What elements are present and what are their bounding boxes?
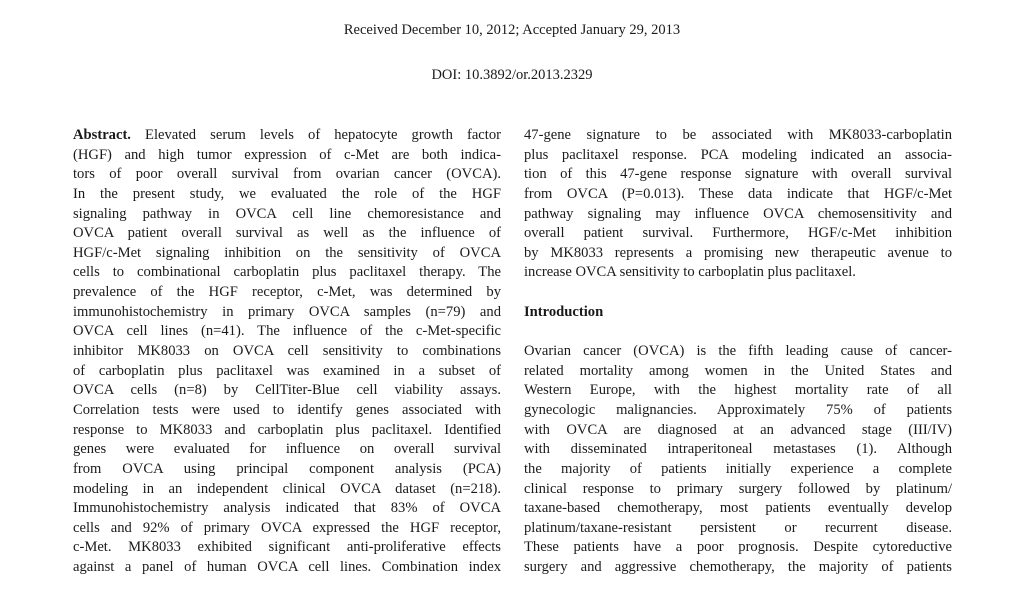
introduction-line: Ovarian cancer (OVCA) is the fifth leading cause of cancer-	[524, 343, 952, 360]
abstract-line: against a panel of human OVCA cell lines. Combination index	[73, 559, 501, 576]
abstract-line: signaling pathway in OVCA cell line chemoresistance and	[73, 205, 501, 222]
abstract-continued-line: 47-gene signature to be associated with MK8033-carboplatin	[524, 127, 952, 143]
abstract-line: (HGF) and high tumor expression of c-Met are both indica-	[73, 146, 501, 163]
introduction-line: gynecologic malignancies. Approximately 75% of patients	[524, 401, 952, 418]
abstract-continued-line: increase OVCA sensitivity to carboplatin plus paclitaxel.	[524, 264, 856, 281]
abstract-continued-line: plus paclitaxel response. PCA modeling indicated an associa-	[524, 146, 952, 163]
abstract-line: inhibitor MK8033 on OVCA cell sensitivity to combinations	[73, 343, 501, 360]
abstract-line: immunohistochemistry in primary OVCA samples (n=79) and	[73, 303, 501, 320]
abstract-line: modeling in an independent clinical OVCA dataset (n=218).	[73, 480, 501, 497]
left-column	[73, 126, 501, 578]
abstract-continued-line: by MK8033 represents a promising new therapeutic avenue to	[524, 244, 952, 261]
abstract-line: genes were evaluated for influence on overall survival	[73, 441, 501, 458]
abstract-line: Correlation tests were used to identify genes associated with	[73, 401, 501, 418]
abstract-line: Immunohistochemistry analysis indicated that 83% of OVCA	[73, 500, 501, 517]
abstract-line: response to MK8033 and carboplatin plus paclitaxel. Identified	[73, 421, 501, 438]
introduction-line: the majority of patients initially experience a complete	[524, 460, 952, 477]
introduction-line: with disseminated intraperitoneal metastases (1). Although	[524, 441, 952, 458]
abstract-line: OVCA cells (n=8) by CellTiter-Blue cell viability assays.	[73, 382, 501, 399]
abstract-continued-line: overall patient survival. Furthermore, HGF/c-Met inhibition	[524, 225, 952, 242]
introduction-line: These patients have a poor prognosis. Despite cytoreductive	[524, 539, 952, 556]
abstract-line: OVCA cell lines (n=41). The influence of the c-Met-specific	[73, 323, 501, 340]
introduction-line: clinical response to primary surgery followed by platinum/	[524, 480, 952, 497]
introduction-line: taxane-based chemotherapy, most patients eventually develop	[524, 500, 952, 517]
abstract-continued-line: pathway signaling may influence OVCA chemosensitivity and	[524, 205, 952, 222]
abstract-line: HGF/c-Met signaling inhibition on the sensitivity of OVCA	[73, 244, 501, 261]
introduction-line: with OVCA are diagnosed at an advanced stage (III/IV)	[524, 421, 952, 438]
introduction-heading: Introduction	[524, 303, 604, 320]
introduction-line: surgery and aggressive chemotherapy, the majority of patients	[524, 559, 952, 576]
introduction-line: Western Europe, with the highest mortality rate of all	[524, 382, 952, 399]
abstract-continued-line: tion of this 47-gene response signature with overall survival	[524, 166, 952, 183]
doi-line: DOI: 10.3892/or.2013.2329	[431, 67, 593, 83]
introduction-line: related mortality among women in the United States and	[524, 362, 952, 379]
abstract-line: from OVCA using principal component analysis (PCA)	[73, 460, 501, 477]
abstract-line: c-Met. MK8033 exhibited significant anti-proliferative effects	[73, 539, 501, 556]
abstract-line: tors of poor overall survival from ovarian cancer (OVCA).	[73, 166, 501, 183]
abstract-line: In the present study, we evaluated the role of the HGF	[73, 185, 501, 202]
abstract-continued-line: from OVCA (P=0.013). These data indicate that HGF/c-Met	[524, 185, 952, 202]
received-accepted-line: Received December 10, 2012; Accepted January 29, 2013	[343, 22, 681, 38]
abstract-line: prevalence of the HGF receptor, c-Met, was determined by	[73, 284, 501, 301]
abstract-label: Abstract.	[73, 127, 131, 143]
spacer	[524, 283, 952, 303]
abstract-line: Abstract. Elevated serum levels of hepatocyte growth factor	[73, 127, 501, 143]
abstract-line: cells to combinational carboplatin plus paclitaxel therapy. The	[73, 264, 501, 281]
abstract-line: of carboplatin plus paclitaxel was examined in a subset of	[73, 362, 501, 379]
spacer	[524, 322, 952, 342]
abstract-line: OVCA patient overall survival as well as the influence of	[73, 225, 501, 242]
right-column	[524, 126, 952, 578]
introduction-line: platinum/taxane-resistant persistent or recurrent disease.	[524, 519, 952, 536]
abstract-line: cells and 92% of primary OVCA expressed the HGF receptor,	[73, 519, 501, 536]
